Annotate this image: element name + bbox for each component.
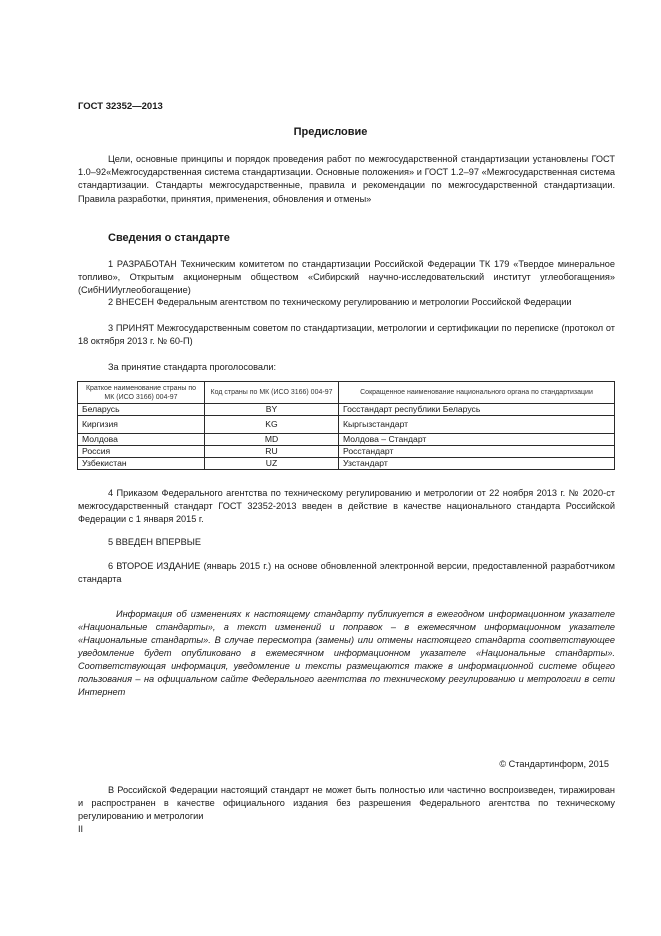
table-cell: Узстандарт	[339, 458, 615, 470]
table-cell: Узбекистан	[78, 458, 205, 470]
table-cell: Молдова	[78, 434, 205, 446]
table-header: Краткое наименование страны по МК (ИСО 3166) 004-97	[78, 382, 205, 404]
reproduction-notice: В Российской Федерации настоящий стандарт не может быть полностью или частично воспроизведен, тиражирован и распространен в качестве официального издания без разрешения Федерального агентства по техническому регулированию и метрологии	[78, 785, 615, 822]
table-row	[78, 458, 615, 470]
table-cell: MD	[205, 434, 339, 446]
info-item-2: 2 ВНЕСЕН Федеральным агентством по техническому регулированию и метрологии Российской Федерации	[108, 297, 572, 307]
table-cell: BY	[205, 404, 339, 416]
info-item-1: 1 РАЗРАБОТАН Техническим комитетом по стандартизации Российской Федерации ТК 179 «Твердое минеральное топливо», Открытым акционерным обществом «Сибирский научно-исследовательский институт углеобогащения» (СибНИИуглеобогащение)	[78, 259, 615, 296]
table-cell: Молдова – Стандарт	[339, 434, 615, 446]
table-cell: KG	[205, 416, 339, 434]
table-cell: Кыргызстандарт	[339, 416, 615, 434]
table-row	[78, 434, 615, 446]
info-title: Сведения о стандарте	[108, 232, 230, 244]
table-cell: Киргизия	[78, 416, 205, 434]
table-cell: Беларусь	[78, 404, 205, 416]
table-cell: Росстандарт	[339, 446, 615, 458]
table-header: Код страны по МК (ИСО 3166) 004-97	[205, 382, 339, 404]
standard-code: ГОСТ 32352—2013	[78, 101, 163, 112]
info-item-4: 4 Приказом Федерального агентства по техническому регулированию и метрологии от 22 ноября 2013 г. № 2020-ст межгосударственный стандарт ГОСТ 32352-2013 введен в действие в качестве национального стандарта Российской Федерации с 1 января 2015 г.	[78, 488, 615, 525]
table-cell: UZ	[205, 458, 339, 470]
preface-text: Цели, основные принципы и порядок проведения работ по межгосударственной стандартизации установлены ГОСТ 1.0–92«Межгосударственная система стандартизации. Основные положения» и ГОСТ 1.2–97 «Межгосударственная система стандартизации. Стандарты межгосударственные, правила и рекомендации по межгосударственной стандартизации. Правила разработки, принятия, применения, обновления и отмены»	[78, 154, 615, 204]
table-cell: Госстандарт республики Беларусь	[339, 404, 615, 416]
table-row	[78, 404, 615, 416]
copyright: © Стандартинформ, 2015	[499, 759, 609, 769]
info-item-3: 3 ПРИНЯТ Межгосударственным советом по стандартизации, метрологии и сертификации по переписке (протокол от 18 октября 2013 г. № 60-П)	[78, 323, 615, 347]
voting-table	[77, 381, 615, 470]
page-number: II	[78, 824, 84, 834]
changes-notice: Информация об изменениях к настоящему стандарту публикуется в ежегодном информационном указателе «Национальные стандарты», а текст изменений и поправок – в ежемесячном информационном указателе «Национальные стандарты». В случае пересмотра (замены) или отмены настоящего стандарта соответствующее уведомление будет опубликовано в ежемесячном информационном указателе «Национальные стандарты». Соответствующая информация, уведомление и тексты размещаются также в информационной системе общего пользования – на официальном сайте Федерального агентства по техническому регулированию и метрологии в сети Интернет	[78, 609, 615, 697]
table-header: Сокращенное наименование национального органа по стандартизации	[339, 382, 615, 404]
table-row	[78, 416, 615, 434]
info-item-5: 5 ВВЕДЕН ВПЕРВЫЕ	[108, 537, 201, 547]
voted-caption: За принятие стандарта проголосовали:	[108, 362, 277, 372]
table-cell: Россия	[78, 446, 205, 458]
table-row	[78, 446, 615, 458]
preface-title: Предисловие	[293, 126, 368, 138]
info-item-6: 6 ВТОРОЕ ИЗДАНИЕ (январь 2015 г.) на основе обновленной электронной версии, предоставленной разработчиком стандарта	[78, 561, 615, 585]
table-header-row	[78, 382, 615, 404]
table-cell: RU	[205, 446, 339, 458]
